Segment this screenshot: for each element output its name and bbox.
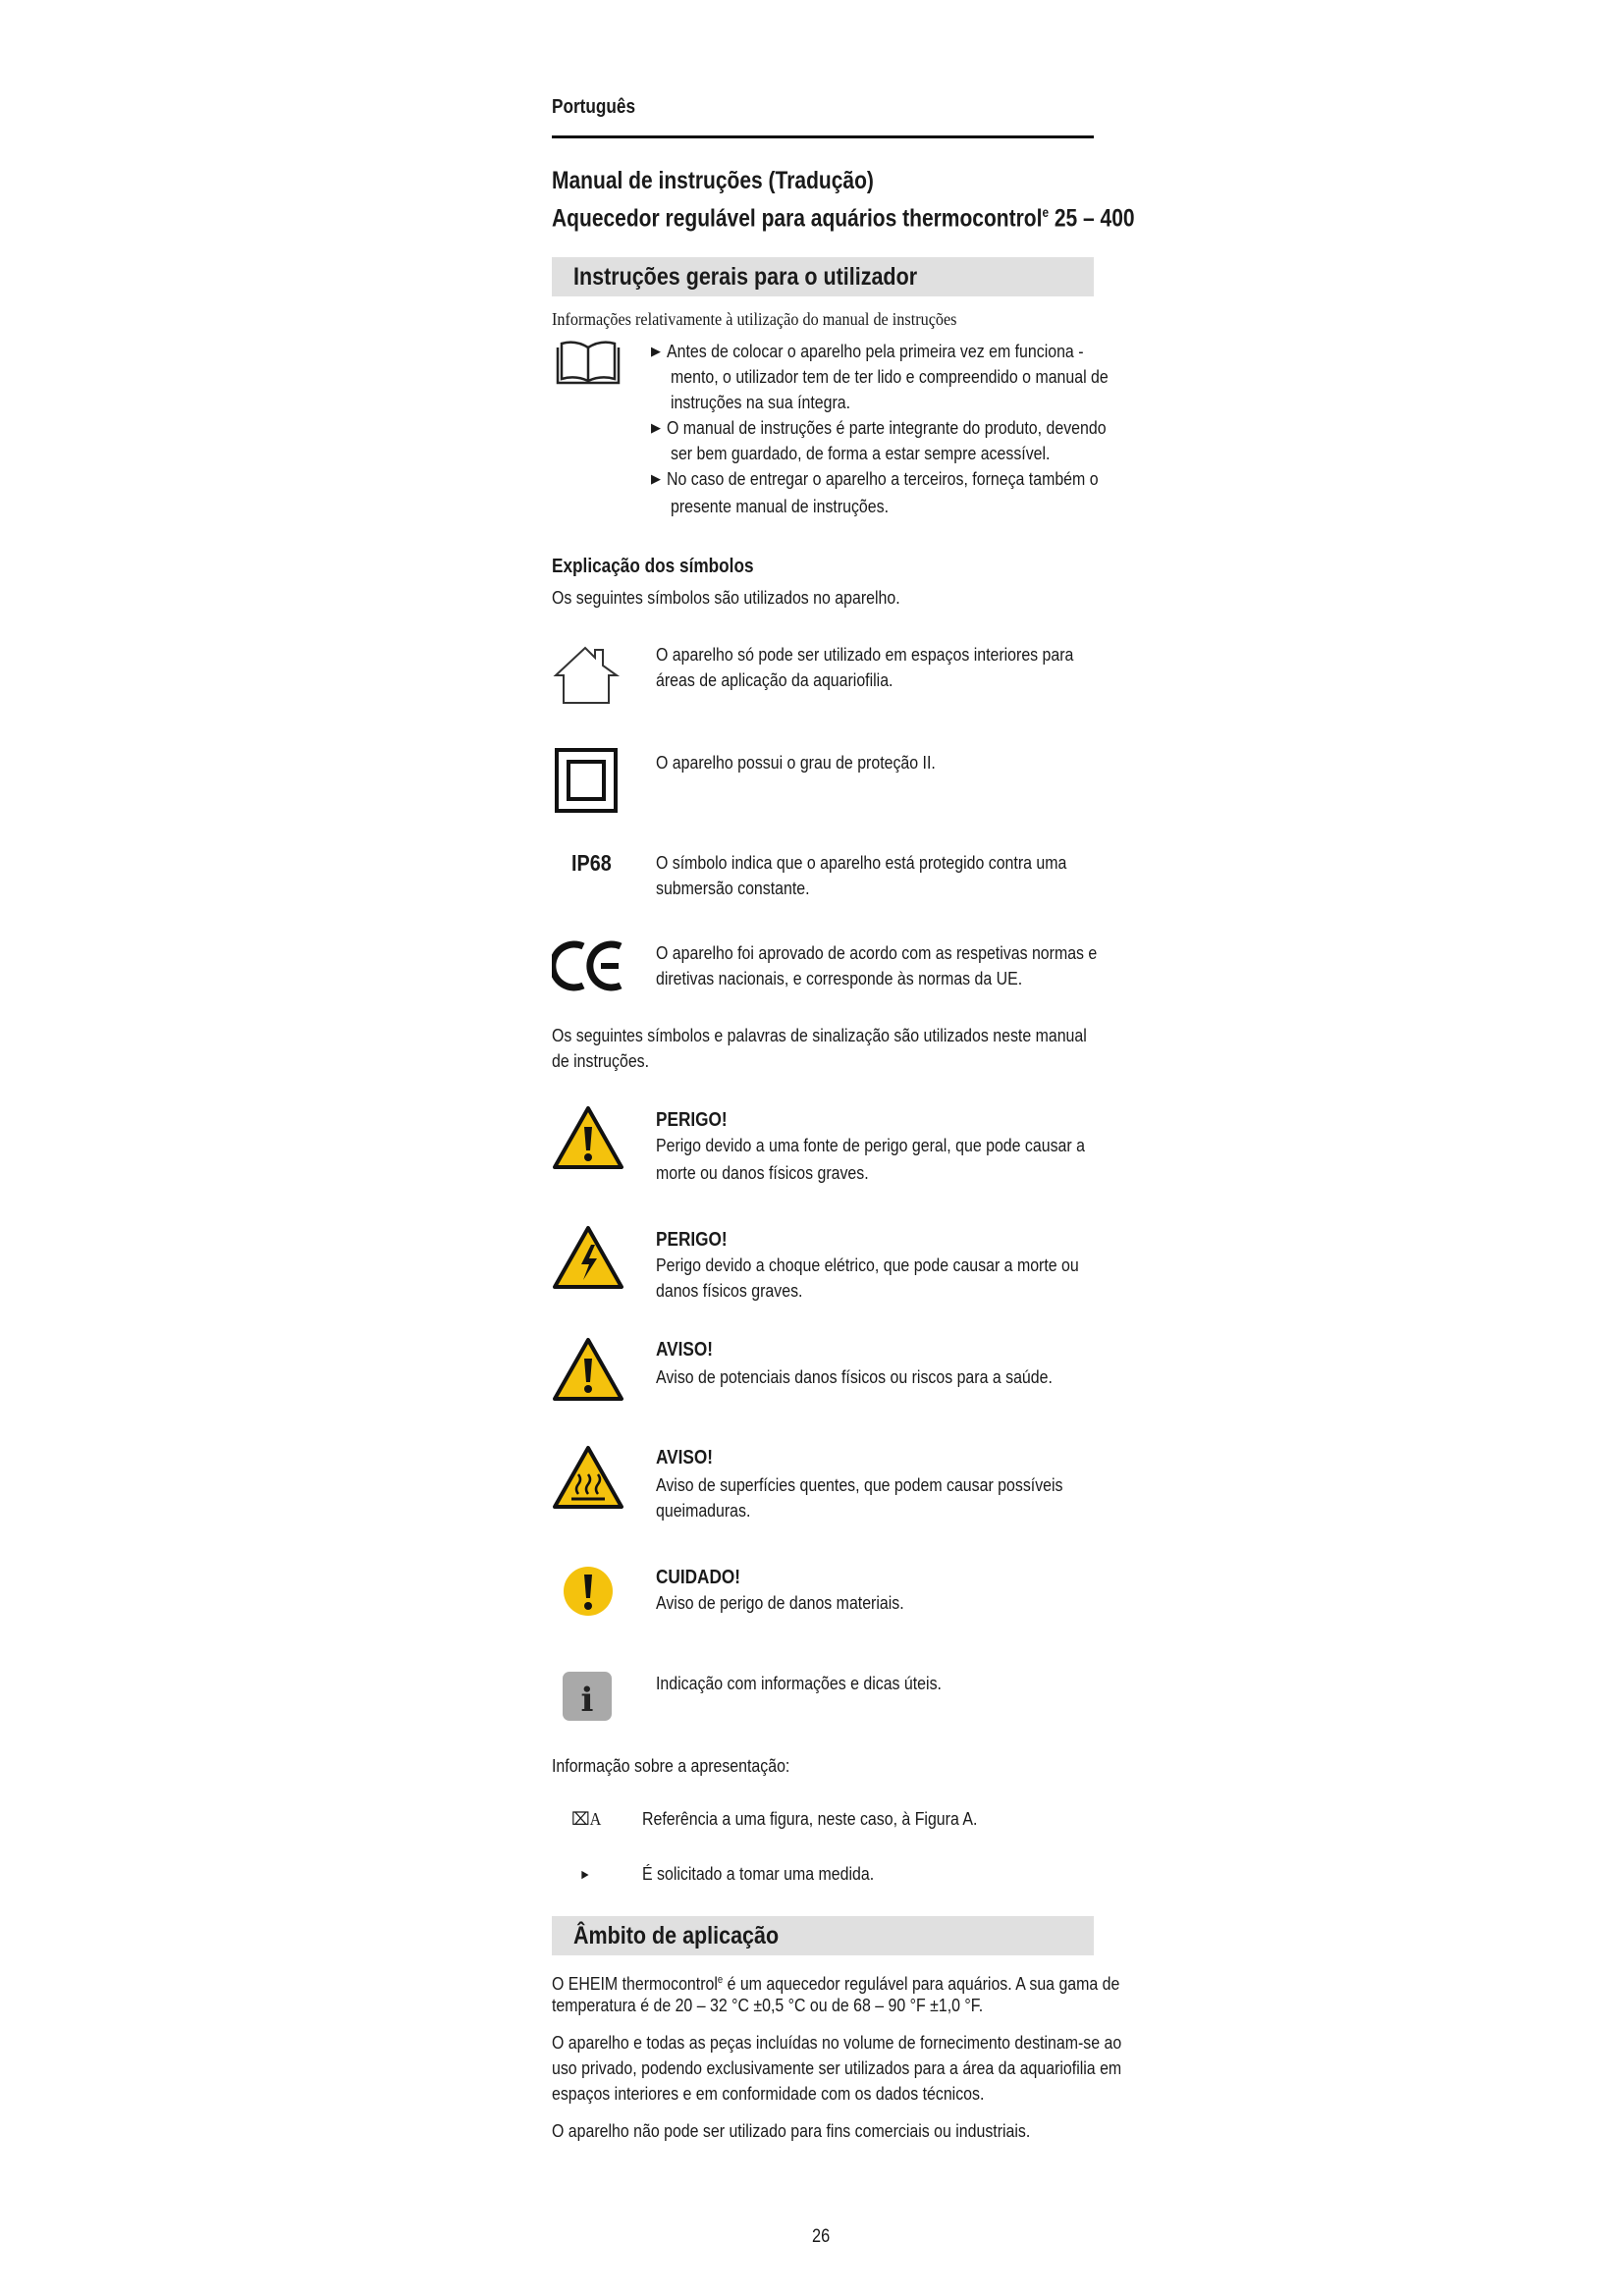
bullet-1-line-3: instruções na sua íntegra.: [671, 392, 851, 412]
presentation-heading: Informação sobre a apresentação:: [552, 1755, 790, 1776]
ce-text-1: O aparelho foi aprovado de acordo com as respetivas normas e: [656, 942, 1098, 963]
ce-text-2: diretivas nacionais, e corresponde às normas da UE.: [656, 968, 1023, 988]
scope-p2-line-1: O aparelho e todas as peças incluídas no volume de fornecimento destinam-se ao: [552, 2032, 1122, 2053]
section-heading-scope: [552, 1916, 1094, 1955]
title-line-2: [552, 196, 1135, 234]
section-heading-scope-text: Âmbito de aplicação: [573, 1922, 780, 1949]
danger-general-text-2: morte ou danos físicos graves.: [656, 1162, 869, 1183]
scope-p1-line-1-text: O EHEIM thermocontrol: [552, 1973, 718, 1995]
electric-shock-warning-icon: [552, 1225, 624, 1295]
bullet-arrow-icon: ▶: [651, 471, 661, 486]
info-text: Indicação com informações e dicas úteis.: [656, 1673, 942, 1693]
warning-health-title: AVISO!: [656, 1339, 713, 1361]
caution-title: CUIDADO!: [656, 1567, 740, 1588]
title-line-2-models: 25 – 400: [1049, 204, 1135, 233]
scope-p1-superscript: e: [717, 1974, 724, 1986]
scope-p1-line-2: temperatura é de 20 – 32 °C ±0,5 °C ou de 68 – 90 °F ±1,0 °F.: [552, 1995, 984, 2015]
figure-reference-text: Referência a uma figura, neste caso, à Figura A.: [642, 1808, 978, 1829]
scope-p1-line-1-rest: é um aquecedor regulável para aquários. A sua gama de: [723, 1973, 1120, 1995]
header-rule: [552, 135, 1094, 138]
scope-p2-line-3: espaços interiores e em conformidade com os dados técnicos.: [552, 2083, 985, 2104]
manual-symbols-intro-2: de instruções.: [552, 1050, 650, 1071]
language-label: Português: [552, 96, 636, 118]
danger-electric-title: PERIGO!: [656, 1229, 728, 1251]
scope-p3: O aparelho não pode ser utilizado para fins comerciais ou industriais.: [552, 2120, 1031, 2141]
ip68-text-1: O símbolo indica que o aparelho está protegido contra uma: [656, 852, 1067, 873]
action-text: É solicitado a tomar uma medida.: [642, 1863, 875, 1884]
warning-health-text: Aviso de potenciais danos físicos ou riscos para a saúde.: [656, 1366, 1053, 1387]
danger-electric-text-2: danos físicos graves.: [656, 1280, 803, 1301]
section-heading-general: [552, 257, 1094, 296]
danger-general-text-1: Perigo devido a uma fonte de perigo geral, que pode causar a: [656, 1135, 1085, 1155]
action-arrow-icon: ►: [579, 1866, 591, 1882]
title-superscript: e: [1042, 204, 1050, 220]
info-icon: [562, 1671, 613, 1727]
caution-circle-icon: [562, 1565, 615, 1623]
warning-exclamation-icon: [552, 1337, 624, 1407]
bullet-arrow-icon: ▶: [651, 344, 661, 358]
warning-exclamation-icon: [552, 1105, 624, 1175]
warning-hot-title: AVISO!: [656, 1447, 713, 1468]
warning-hot-text-2: queimaduras.: [656, 1500, 751, 1521]
book-icon: [552, 340, 624, 392]
section-heading-general-text: Instruções gerais para o utilizador: [573, 263, 918, 291]
bullet-3-line-2: presente manual de instruções.: [671, 496, 889, 516]
hot-surface-warning-icon: [552, 1445, 624, 1515]
double-square-icon: [555, 748, 618, 818]
svg-text:i: i: [580, 1681, 594, 1720]
bullet-3-line-1: No caso de entregar o aparelho a terceiros, forneça também o: [667, 468, 1099, 489]
bullet-1-line-1: Antes de colocar o aparelho pela primeira vez em funciona -: [667, 341, 1084, 361]
bullet-2-line-2: ser bem guardado, de forma a estar sempre acessível.: [671, 443, 1051, 463]
danger-electric-text-1: Perigo devido a choque elétrico, que pode causar a morte ou: [656, 1255, 1079, 1275]
symbols-heading: Explicação dos símbolos: [552, 556, 754, 577]
protection-class-text: O aparelho possui o grau de proteção II.: [656, 752, 936, 773]
title-line-2-text: Aquecedor regulável para aquários thermocontrol: [552, 204, 1043, 233]
page-number: 26: [812, 2226, 831, 2247]
ip68-label: IP68: [571, 850, 612, 876]
manual-symbols-intro-1: Os seguintes símbolos e palavras de sinalização são utilizados neste manual: [552, 1025, 1087, 1045]
house-symbol-text-1: O aparelho só pode ser utilizado em espaços interiores para: [656, 644, 1074, 665]
bullet-1-line-2: mento, o utilizador tem de ter lido e compreendido o manual de: [671, 366, 1109, 387]
bullet-2-line-1: O manual de instruções é parte integrante do produto, devendo: [667, 417, 1107, 438]
ce-mark-icon: [552, 938, 624, 998]
title-line-1: Manual de instruções (Tradução): [552, 167, 874, 194]
danger-general-title: PERIGO!: [656, 1109, 728, 1131]
caution-text: Aviso de perigo de danos materiais.: [656, 1592, 904, 1613]
ip68-text-2: submersão constante.: [656, 878, 810, 898]
bullet-arrow-icon: ▶: [651, 420, 661, 435]
house-symbol-text-2: áreas de aplicação da aquariofilia.: [656, 669, 893, 690]
house-icon: [552, 642, 623, 712]
symbols-intro: Os seguintes símbolos são utilizados no aparelho.: [552, 587, 900, 608]
page-title: [552, 165, 1135, 234]
warning-hot-text-1: Aviso de superfícies quentes, que podem causar possíveis: [656, 1474, 1063, 1495]
info-heading: Informações relativamente à utilização do manual de instruções: [552, 309, 957, 329]
figure-reference-icon: ⌧A: [571, 1809, 602, 1829]
scope-p2-line-2: uso privado, podendo exclusivamente ser utilizados para a área da aquariofilia em: [552, 2057, 1122, 2078]
